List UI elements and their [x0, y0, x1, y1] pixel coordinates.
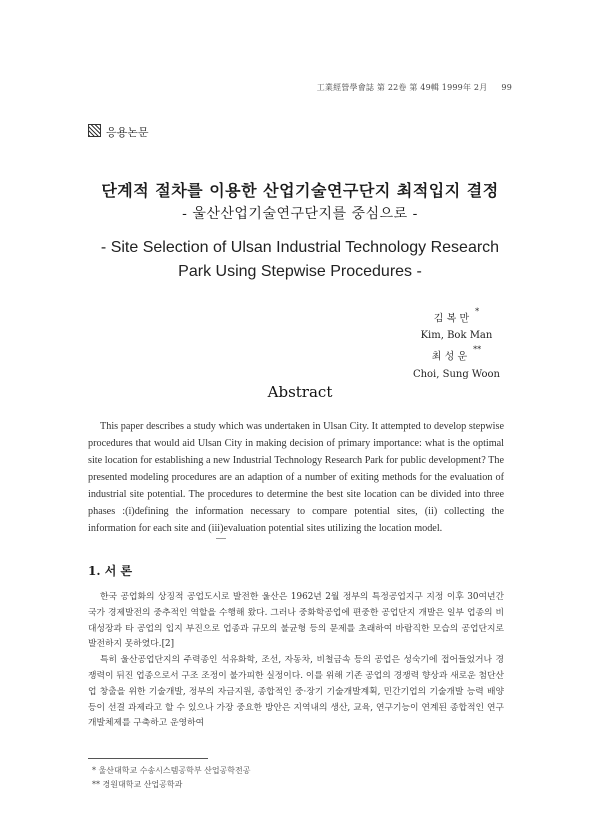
korean-title: 단계적 절차를 이용한 산업기술연구단지 최적입지 결정 [101, 181, 499, 200]
section-tag [88, 124, 149, 140]
introduction-body [88, 590, 504, 732]
author-1-english: Kim, Bok Man [420, 330, 493, 342]
page-number: 99 [501, 83, 512, 92]
running-header [317, 82, 512, 93]
author-1-mark: * [475, 307, 480, 316]
footnote-1: * 울산대학교 수송시스템공학부 산업공학전공 [92, 766, 251, 775]
english-title-line2: Park Using Stepwise Procedures - [178, 263, 422, 280]
section-tag-label: 응용논문 [106, 126, 149, 139]
introduction-paragraph-1: 한국 공업화의 상징적 공업도시로 발전한 울산은 1962년 2월 정부의 특정공업지구 지정 이후 30여년간 국가 경제발전의 중추적인 역할을 수행해 왔다. 그러나 중화학공업에 편중한 공업단지 개발은 일부 업종의 비대성장과 타 공업의 입지 부진으로 업종과 규모의 불균형 등의 문제를 초래하여 바람직한 모습의 공업단지로 발전하지 못하였다.[2] [88, 592, 504, 650]
author-2-mark: ** [473, 345, 482, 355]
footnotes [92, 764, 250, 792]
introduction-paragraph-2: 특히 울산공업단지의 주력종인 석유화학, 조선, 자동차, 비철금속 등의 공업은 성숙기에 접어들었거나 경쟁력이 뒤진 업종으로서 구조 조정이 불가피한 실정이다. 이를 위해 기존 공업의 경쟁력 향상과 새로운 첨단산업 창출을 위한 기술개발, 정부의 자금지원, 종합적인 중·장기 기술개발계획, 민간기업의 기술개발 능력 배양 등이 선결 과제라고 할 수 있으나 가장 중요한 방안은 지역내의 생산, 교육, 연구기능이 연계된 종합적인 연구개발체제를 구축하고 운영하여 [88, 655, 504, 729]
english-title-line1: - Site Selection of Ulsan Industrial Technology Research [100, 239, 500, 256]
footnote-2: ** 경원대학교 산업공학과 [92, 780, 183, 789]
author-2-english: Choi, Sung Woon [412, 368, 500, 380]
author-block [413, 306, 500, 383]
english-title [0, 236, 600, 284]
korean-subtitle: - 울산산업기술연구단지를 중심으로 - [182, 206, 418, 222]
abstract-heading: Abstract [267, 383, 333, 401]
introduction-heading: 1. 서 론 [88, 564, 133, 578]
abstract-text: This paper describes a study which was undertaken in Ulsan City. It attempted to develop stepwise procedures that would aid Ulsan City in making decision of primary importance: what is the optimal site location for establishing a new Industrial Technology Research Park for public development? The presented modeling procedures are an adaption of a number of exiting methods for the evaluation of industrial site potential. The procedures to determine the best site location can be divided into three phases :(i)defining the information necessary to compare potential sites, (ii) collecting the information for each site and (iii)evaluation potential sites utilizing the location model. [88, 421, 504, 534]
hatched-square-icon [88, 124, 101, 137]
journal-info: 工業經營學會誌 第 22卷 第 49輯 1999年 2月 [316, 83, 488, 92]
author-1-korean: 김 복 만* [433, 307, 480, 325]
footnote-divider [88, 758, 208, 759]
author-2-korean: 최 성 운** [431, 345, 482, 363]
divider [216, 538, 226, 539]
